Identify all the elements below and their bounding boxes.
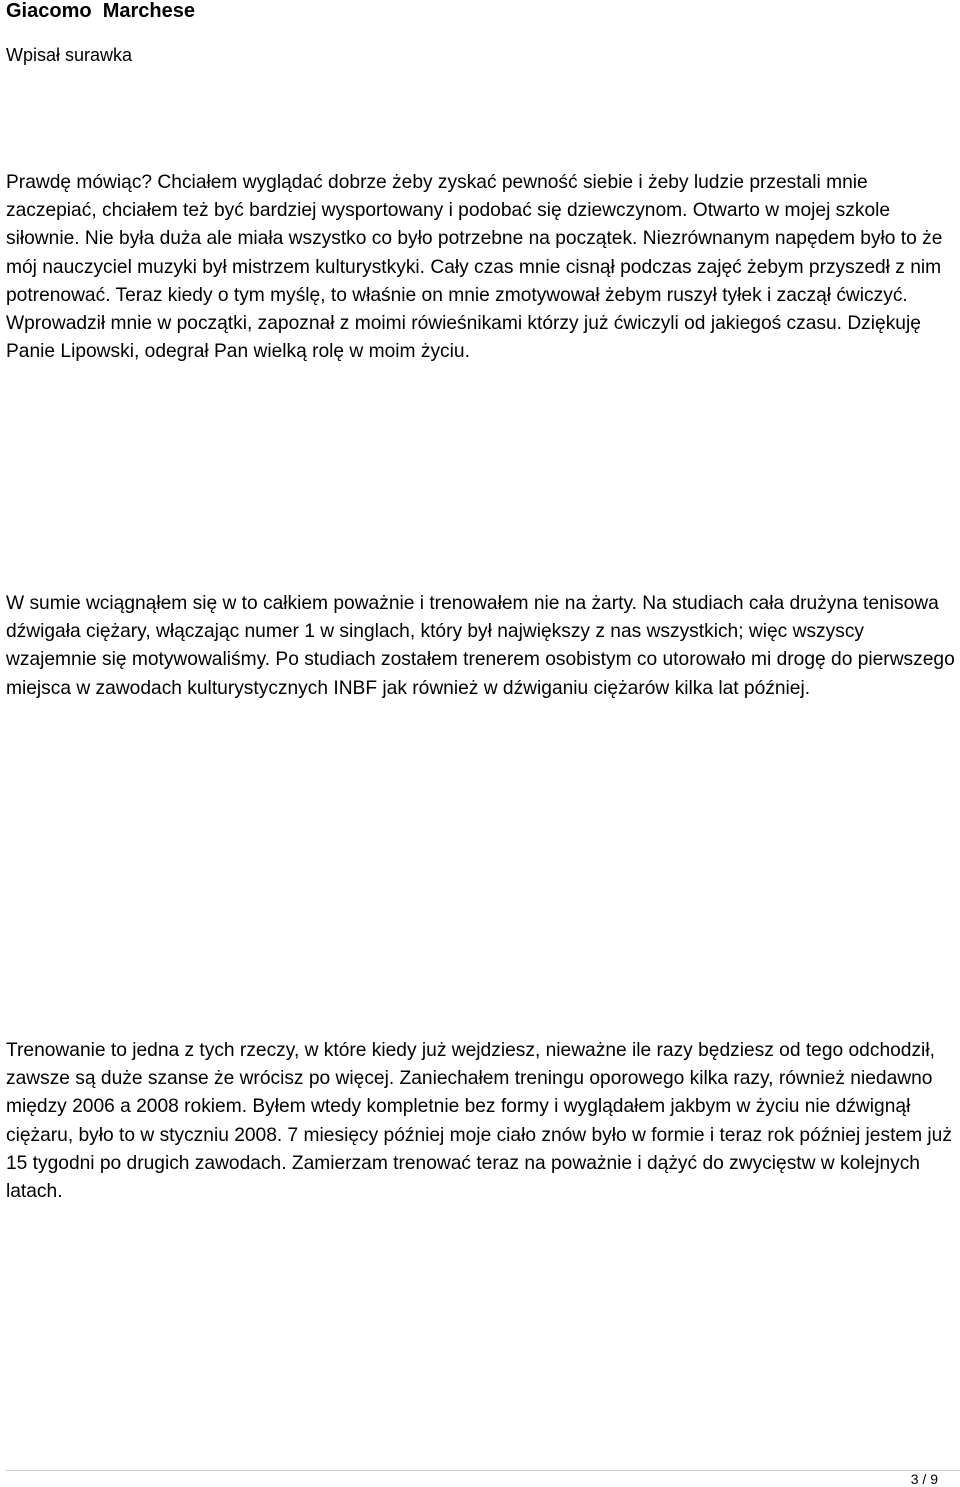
paragraph-3: Trenowanie to jedna z tych rzeczy, w które kiedy już wejdziesz, nieważne ile razy będziesz od tego odchodził, zawsze są duże szanse że wrócisz po więcej. Zaniechałem treningu oporowego kilka razy, również niedawno między 2006 a 2008 rokiem. Byłem wtedy kompletnie bez formy i wyglądałem jakbym w życiu nie dźwignął ciężaru, było to w styczniu 2008. 7 miesięcy później moje ciało znów było w formie i teraz rok później jestem już 15 tygodni po drugich zawodach. Zamierzam trenować teraz na poważnie i dążyć do zwycięstw w kolejnych latach. [6, 1040, 952, 1203]
page-number: 3 / 9 [910, 1471, 938, 1487]
paragraph-1: Prawdę mówiąc? Chciałem wyglądać dobrze żeby zyskać pewność siebie i żeby ludzie przestali mnie zaczepiać, chciałem też być bardziej wysportowany i podobać się dziewczynom. Otwarto w mojej szkole siłownie. Nie była duża ale miała wszystko co było potrzebne na początek. Niezrównanym napędem było to że mój nauczyciel muzyki był mistrzem kulturystkyki. Cały czas mnie cisnął podczas zajęć żebym przyszedł z nim potrenować. Teraz kiedy o tym myślę, to właśnie on mnie zmotywował żebym ruszył tyłek i zaczął ćwiczyć. Wprowadził mnie w początki, zapoznał z moimi rówieśnikami którzy już ćwiczyli od jakiegoś czasu. Dziękuję Panie Lipowski, odegrał Pan wielką rolę w moim życiu. [6, 172, 943, 363]
posted-by: Wpisał surawka [6, 45, 133, 65]
paragraph-2: W sumie wciągnąłem się w to całkiem poważnie i trenowałem nie na żarty. Na studiach cała drużyna tenisowa dźwigała ciężary, włączając numer 1 w singlach, który był największy z nas wszystkich; więc wszyscy wzajemnie się motywowaliśmy. Po studiach zostałem trenerem osobistym co utorowało mi drogę do pierwszego miejsca w zawodach kulturystycznych INBF jak również w dźwiganiu ciężarów kilka lat później. [6, 593, 955, 699]
footer-divider [6, 1470, 960, 1471]
author-name: Giacomo Marchese [6, 0, 195, 22]
